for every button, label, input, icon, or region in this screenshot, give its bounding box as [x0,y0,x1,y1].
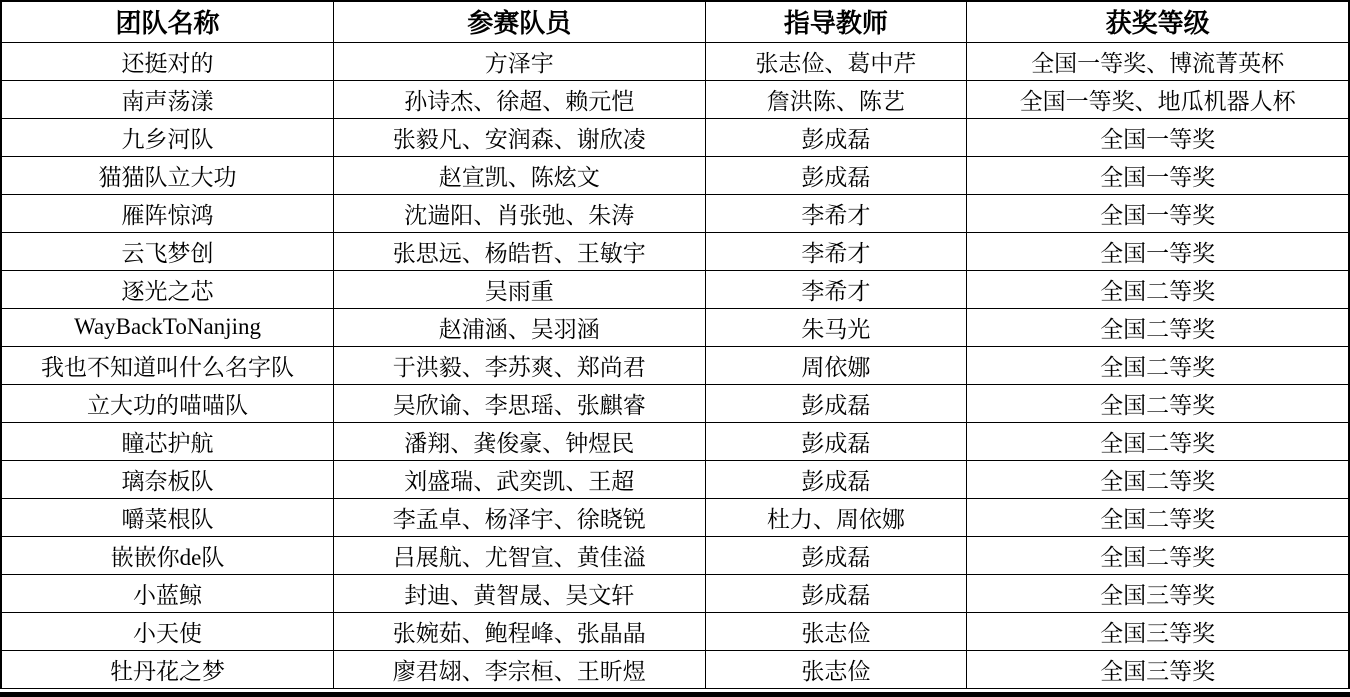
table-cell: 嚼菜根队 [1,498,334,536]
table-cell: 张毅凡、安润森、谢欣凌 [334,118,706,156]
table-cell: 全国一等奖 [967,232,1349,270]
table-cell: 还挺对的 [1,42,334,80]
table-cell: 我也不知道叫什么名字队 [1,346,334,384]
table-row [1,308,1349,346]
table-cell: 朱马光 [705,308,967,346]
table-cell: 李希才 [705,194,967,232]
table-cell: 李希才 [705,270,967,308]
table-cell: 全国二等奖 [967,384,1349,422]
table-cell: 张志俭 [705,650,967,688]
table-cell: 沈遄阳、肖张弛、朱涛 [334,194,706,232]
table-cell: 彭成磊 [705,460,967,498]
table-cell: 方泽宇 [334,42,706,80]
table-cell: 瞳芯护航 [1,422,334,460]
table-cell: 全国二等奖 [967,270,1349,308]
table-cell: 彭成磊 [705,156,967,194]
table-row [1,384,1349,422]
table-cell: 赵浦涵、吴羽涵 [334,308,706,346]
table-row [1,536,1349,574]
table-cell: 张志俭、葛中芹 [705,42,967,80]
table-cell: 杜力、周依娜 [705,498,967,536]
table-cell: 璃奈板队 [1,460,334,498]
table-row [1,194,1349,232]
table-cell: 全国二等奖 [967,460,1349,498]
table-cell: 孙诗杰、徐超、赖元恺 [334,80,706,118]
table-cell: 全国二等奖 [967,498,1349,536]
table-cell: 李孟卓、杨泽宇、徐晓锐 [334,498,706,536]
table-cell: 全国三等奖 [967,612,1349,650]
table-cell: 彭成磊 [705,384,967,422]
table-cell: 张婉茹、鲍程峰、张晶晶 [334,612,706,650]
table-cell: 全国三等奖 [967,650,1349,688]
table-row [1,118,1349,156]
table-cell: 吴欣谕、李思瑶、张麒睿 [334,384,706,422]
table-cell: 张志俭 [705,612,967,650]
table-cell: 廖君翃、李宗桓、王昕煜 [334,650,706,688]
table-cell: 潘翔、龚俊豪、钟煜民 [334,422,706,460]
column-header-advisors: 指导教师 [705,1,967,42]
table-cell: 封迪、黄智晟、吴文轩 [334,574,706,612]
table-cell: 李希才 [705,232,967,270]
table-cell: 全国二等奖 [967,422,1349,460]
table-cell: 全国二等奖 [967,346,1349,384]
table-header-row [1,1,1349,42]
table-row [1,460,1349,498]
table-cell: 赵宣凯、陈炫文 [334,156,706,194]
table-cell: 全国二等奖 [967,308,1349,346]
table-cell: 詹洪陈、陈艺 [705,80,967,118]
table-cell: 吕展航、尤智宣、黄佳溢 [334,536,706,574]
table-row [1,232,1349,270]
table-cell: 全国一等奖、博流菁英杯 [967,42,1349,80]
table-cell: 彭成磊 [705,536,967,574]
table-row [1,422,1349,460]
table-row [1,498,1349,536]
table-body [1,42,1349,688]
column-header-award-level: 获奖等级 [967,1,1349,42]
table-row [1,574,1349,612]
table-cell: 彭成磊 [705,422,967,460]
table-cell: 刘盛瑞、武奕凯、王超 [334,460,706,498]
column-header-team-name: 团队名称 [1,1,334,42]
table-row [1,80,1349,118]
table-cell: 全国三等奖 [967,574,1349,612]
table-cell: 全国一等奖 [967,194,1349,232]
column-header-members: 参赛队员 [334,1,706,42]
table-cell: 彭成磊 [705,118,967,156]
table-cell: 彭成磊 [705,574,967,612]
table-cell: 雁阵惊鸿 [1,194,334,232]
table-row [1,42,1349,80]
table-cell: WayBackToNanjing [1,308,334,346]
table-cell: 周依娜 [705,346,967,384]
table-row [1,156,1349,194]
table-cell: 逐光之芯 [1,270,334,308]
table-cell: 张思远、杨皓哲、王敏宇 [334,232,706,270]
table-cell: 嵌嵌你de队 [1,536,334,574]
table-cell: 于洪毅、李苏爽、郑尚君 [334,346,706,384]
table-row [1,270,1349,308]
table-cell: 猫猫队立大功 [1,156,334,194]
bottom-border-bar [0,692,1350,697]
table-cell: 云飞梦创 [1,232,334,270]
table-cell: 全国一等奖、地瓜机器人杯 [967,80,1349,118]
table-cell: 牡丹花之梦 [1,650,334,688]
table-row [1,346,1349,384]
table-cell: 全国一等奖 [967,118,1349,156]
table-row [1,650,1349,688]
table-cell: 小蓝鲸 [1,574,334,612]
table-row [1,612,1349,650]
table-cell: 九乡河队 [1,118,334,156]
table-cell: 全国一等奖 [967,156,1349,194]
table-cell: 小天使 [1,612,334,650]
table-cell: 全国二等奖 [967,536,1349,574]
table-cell: 南声荡漾 [1,80,334,118]
table-cell: 吴雨重 [334,270,706,308]
table-cell: 立大功的喵喵队 [1,384,334,422]
